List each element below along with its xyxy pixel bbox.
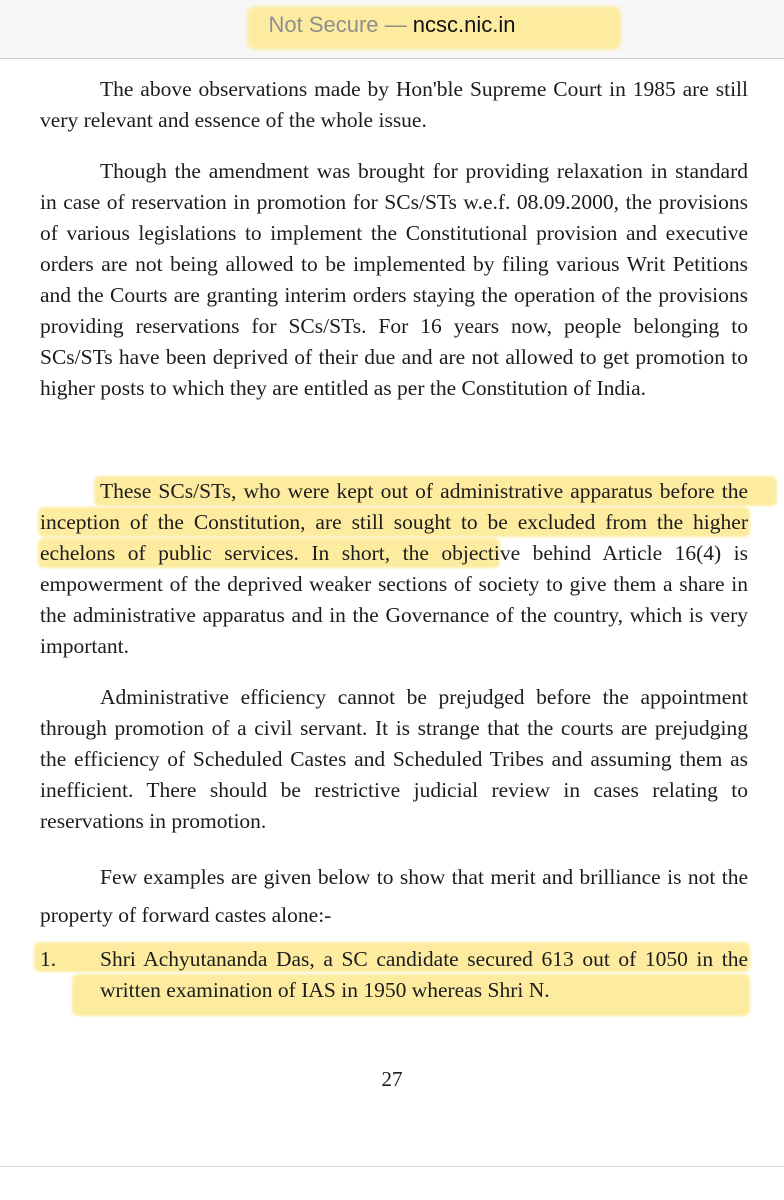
url-separator: — xyxy=(384,12,407,37)
url-display[interactable] xyxy=(0,8,784,42)
paragraph-amendment: Though the amendment was brought for providing relaxation in standard in case of reservation in promotion for SCs/STs w.e.f. 08.09.2000, the provisions of various legislations to implement the Constitutional provision and executive orders are not being allowed to be implemented by filing various Writ Petitions and the Courts are granting interim orders staying the operation of the provisions providing reservations for SCs/STs. For 16 years now, people belonging to SCs/STs have been deprived of their due and are not allowed to get promotion to higher posts to which they are entitled as per the Constitution of India. xyxy=(40,159,748,400)
url-domain: ncsc.nic.in xyxy=(412,12,516,37)
paragraph-observations: The above observations made by Hon'ble Supreme Court in 1985 are still very relevant and essence of the whole issue. xyxy=(40,77,748,132)
not-secure-label: Not Secure xyxy=(268,12,379,37)
browser-address-bar[interactable] xyxy=(0,0,784,59)
page-divider xyxy=(0,1166,784,1167)
paragraph-efficiency: Administrative efficiency cannot be prejudged before the appointment through promotion of a civil servant. It is strange that the courts are prejudging the efficiency of Scheduled Castes and Scheduled Tribes and assuming them as inefficient. There should be restrictive judicial review in cases relating to reservations in promotion. xyxy=(40,685,748,833)
list-item-text: Shri Achyutananda Das, a SC candidate secured 613 out of 1050 in the written examination of IAS in 1950 whereas Shri N. xyxy=(100,947,748,1002)
list-item-number: 1. xyxy=(40,947,57,971)
page-number: 27 xyxy=(381,1067,403,1091)
paragraph-exclusion: These SCs/STs, who were kept out of administrative apparatus before the inception of the Constitution, are still sought to be excluded from the higher echelons of public services. In short, the objective behind Article 16(4) is empowerment of the deprived weaker sections of society to give them a share in the administrative apparatus and in the Governance of the country, which is very important. xyxy=(40,479,748,658)
paragraph-examples: Few examples are given below to show that merit and brilliance is not the property of forward castes alone:- xyxy=(40,865,748,927)
